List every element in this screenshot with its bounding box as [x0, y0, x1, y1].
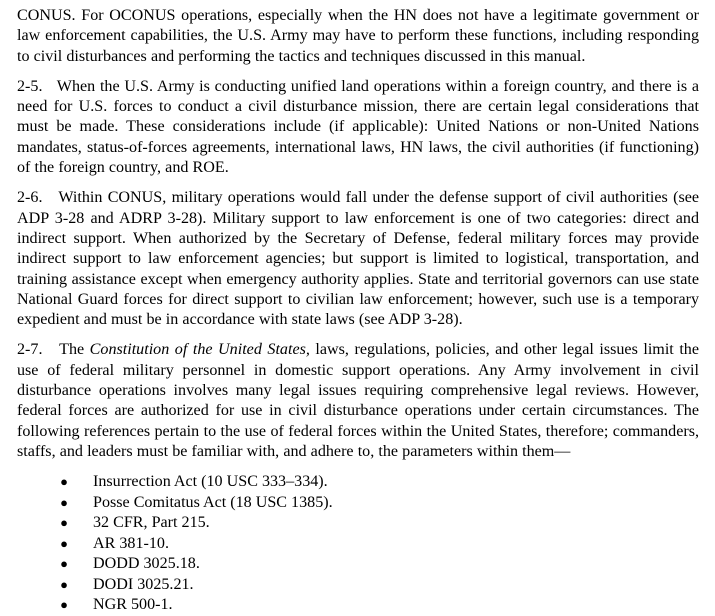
list-item — [17, 575, 699, 596]
bullet-icon: ● — [60, 474, 68, 490]
paragraph-continued: CONUS. For OCONUS operations, especially when the HN does not have a legitimate government or law enforcement capabilities, the U.S. Army may have to perform these functions, including responding to civil disturbances and performing the tactics and techniques discussed in this manual. — [17, 7, 699, 65]
document-body-column — [17, 6, 699, 616]
paragraph-text-2-7-pre: The — [59, 341, 90, 359]
paragraph-number-2-7: 2-7. — [17, 341, 43, 359]
paragraph-number-2-5: 2-5. — [17, 77, 43, 95]
paragraph-2-5 — [17, 77, 699, 178]
paragraph-number-2-5-spacer — [42, 78, 56, 95]
list-item-label: NGR 500-1. — [93, 596, 173, 614]
paragraph-number-2-6: 2-6. — [17, 189, 43, 207]
list-item — [17, 595, 699, 616]
list-item — [17, 493, 699, 514]
paragraph-text-2-6: Within CONUS, military operations would fall under the defense support of civil authorities (see ADP 3-28 and ADRP 3-28). Military support to law enforcement is one of two categories: direct and indirect support. When authorized by the Secretary of Defense, federal military forces may provide indirect support to law enforcement agencies; but support is limited to logistical, transportation, and training assistance except when emergency authority applies. State and territorial governors can use state National Guard forces for direct support to civilian law enforcement; however, such use is a temporary expedient and must be in accordance with state laws (see ADP 3-28). — [17, 189, 699, 329]
bullet-icon: ● — [60, 597, 68, 613]
paragraph-2-7 — [17, 340, 699, 462]
list-item — [17, 472, 699, 493]
bullet-icon: ● — [60, 535, 68, 551]
bullet-icon: ● — [60, 556, 68, 572]
list-item-label: 32 CFR, Part 215. — [93, 514, 210, 532]
list-item-label: DODD 3025.18. — [93, 555, 200, 573]
constitution-title-italic: Constitution of the United States, — [89, 341, 310, 359]
bullet-icon: ● — [60, 576, 68, 592]
paragraph-text-2-5: When the U.S. Army is conducting unified land operations within a foreign country, and there is a need for U.S. forces to conduct a civil disturbance mission, there are certain legal considerations that must be made. These considerations include (if applicable): United Nations or non-United Nations mandates, status-of-forces agreements, international laws, HN laws, the civil authorities (if functioning) of the foreign country, and ROE. — [17, 77, 699, 177]
list-item — [17, 554, 699, 575]
list-item-label: AR 381-10. — [93, 534, 169, 552]
list-item — [17, 534, 699, 555]
list-item-label: Posse Comitatus Act (18 USC 1385). — [93, 493, 333, 511]
bullet-icon: ● — [60, 494, 68, 510]
list-item-label: Insurrection Act (10 USC 333–334). — [93, 473, 328, 491]
paragraph-number-2-6-spacer — [42, 189, 58, 206]
paragraph-text-2-7-post: laws, regulations, policies, and other legal issues limit the use of federal military personnel in domestic support operations. Any Army involvement in civil disturbance operations involves many legal issues requiring comprehensive legal reviews. However, federal forces are authorized for use in civil disturbance operations under certain circumstances. The following references pertain to the use of federal forces within the United States, therefore; commanders, staffs, and leaders must be familiar with, and adhere to, the parameters within them— — [17, 341, 699, 460]
list-item — [17, 513, 699, 534]
bullet-icon: ● — [60, 515, 68, 531]
paragraph-number-2-7-spacer — [42, 341, 59, 358]
list-item-label: DODI 3025.21. — [93, 575, 194, 593]
legal-references-list — [17, 472, 699, 616]
reference-list-wrapper — [17, 472, 699, 616]
paragraph-2-6 — [17, 188, 699, 330]
